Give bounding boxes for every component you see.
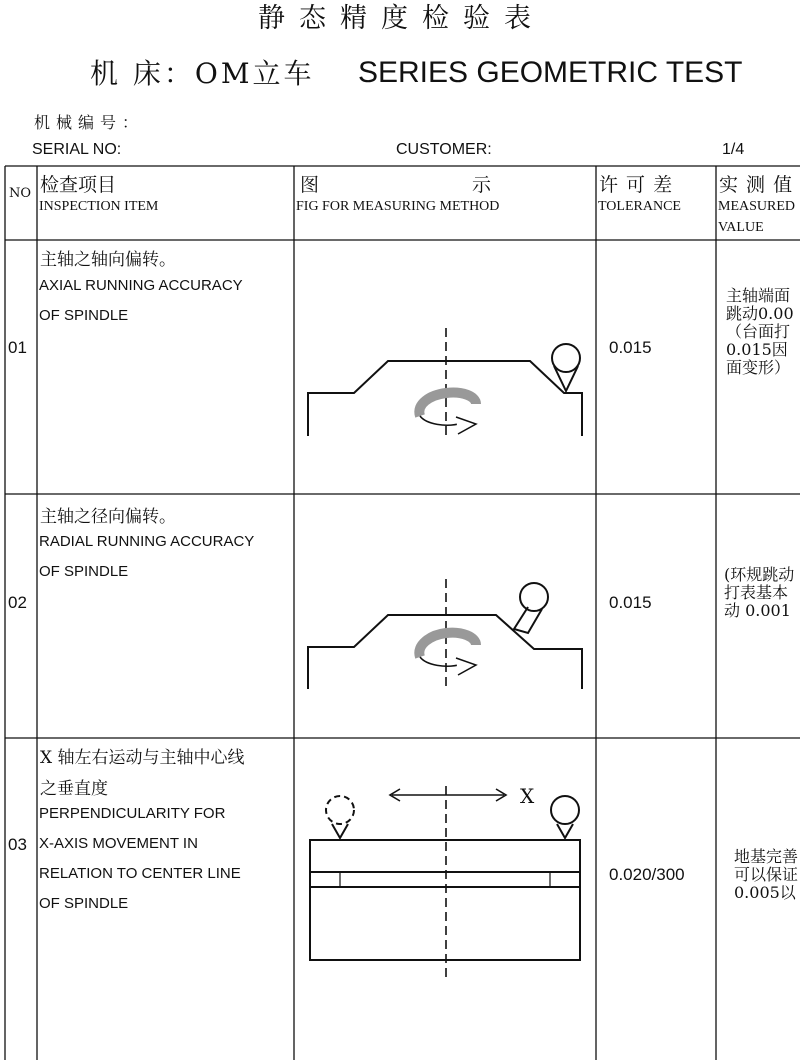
series-title: SERIES GEOMETRIC TEST <box>358 56 743 89</box>
row-item-cn: 之垂直度 <box>40 779 108 799</box>
x-axis-label: X <box>520 784 535 808</box>
column-header-fig-cn-right: 示 <box>472 174 492 196</box>
row-item-en: PERPENDICULARITY FOR <box>39 805 226 822</box>
row-measured-value: 主轴端面 跳动0.00 （台面打 0.015因 面变形） <box>726 286 794 377</box>
row-item-en: OF SPINDLE <box>39 307 129 324</box>
row-number: 02 <box>8 593 27 612</box>
perpendicularity-figure <box>296 780 594 980</box>
row-item-en: AXIAL RUNNING ACCURACY <box>39 277 243 294</box>
row-item-cn: 主轴之径向偏转。 <box>40 507 176 527</box>
row-tolerance: 0.015 <box>609 593 652 612</box>
row-number: 03 <box>8 835 27 854</box>
column-header-no: NO <box>9 186 32 201</box>
column-header-measured-en-2: VALUE <box>718 220 764 235</box>
row-number: 01 <box>8 338 27 357</box>
page-number: 1/4 <box>722 141 745 158</box>
row-item-cn: X 轴左右运动与主轴中心线 <box>40 748 245 768</box>
machine-number-label: 机械编号： <box>34 113 145 132</box>
column-header-fig-en: FIG FOR MEASURING METHOD <box>296 199 500 214</box>
row-item-en: X-AXIS MOVEMENT IN <box>39 835 198 852</box>
axial-runout-figure <box>296 320 594 440</box>
column-header-item-en: INSPECTION ITEM <box>39 199 159 214</box>
row-item-en: RADIAL RUNNING ACCURACY <box>39 533 255 550</box>
row-item-en: OF SPINDLE <box>39 895 129 912</box>
column-header-item-cn: 检查项目 <box>40 174 117 196</box>
serial-no-label: SERIAL NO: <box>32 141 122 158</box>
page-title: 静态精度检验表 <box>258 3 545 34</box>
column-header-measured-en-1: MEASURED <box>718 199 796 214</box>
column-header-fig-cn-left: 图 <box>300 174 320 196</box>
row-measured-value: (环规跳动 打表基本 动 0.001 <box>724 565 795 620</box>
row-measured-value: 地基完善 可以保证 0.005以 <box>734 847 799 902</box>
row-item-cn: 主轴之轴向偏转。 <box>40 250 176 270</box>
column-header-tolerance-cn: 许 可 差 <box>599 174 674 196</box>
row-item-en: RELATION TO CENTER LINE <box>39 865 241 882</box>
row-tolerance: 0.020/300 <box>609 865 685 884</box>
customer-label: CUSTOMER: <box>396 141 492 158</box>
row-item-en: OF SPINDLE <box>39 563 129 580</box>
row-tolerance: 0.015 <box>609 338 652 357</box>
column-header-tolerance-en: TOLERANCE <box>598 199 681 214</box>
radial-runout-figure <box>296 575 594 695</box>
column-header-measured-cn: 实 测 值 <box>719 174 794 196</box>
machine-label: 机 床：OM立车 <box>90 57 315 90</box>
